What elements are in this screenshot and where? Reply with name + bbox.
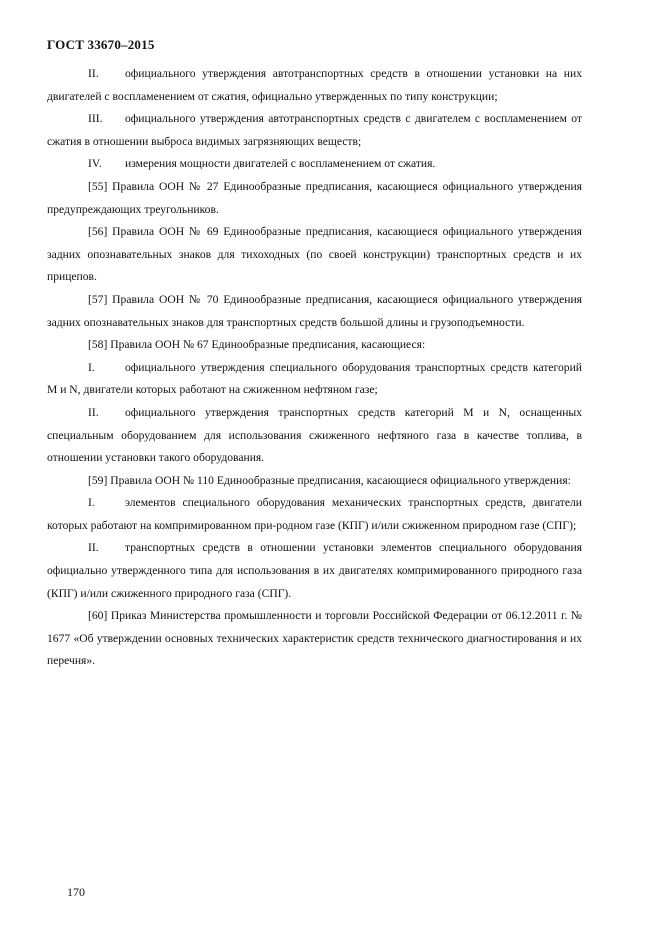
page-number: 170 <box>67 885 85 899</box>
item-text: официального утверждения транспортных средств категорий M и N, оснащенных специальным оборудованием для использования сжиженного нефтяного газа в качестве топлива, в отношении установки такого оборудования. <box>47 405 582 465</box>
item-text: элементов специального оборудования механических транспортных средств, двигатели которых работают на компримированном при-родном газе (КПГ) и/или сжиженном природном газе (СПГ); <box>47 496 582 532</box>
list-item <box>47 108 582 153</box>
list-item <box>47 402 582 470</box>
reference-paragraph: [58] Правила ООН № 67 Единообразные предписания, касающиеся: <box>88 338 426 352</box>
item-number: I. <box>88 360 95 374</box>
item-number: III. <box>88 112 103 126</box>
reference-paragraph: [60] Приказ Министерства промышленности и торговли Российской Федерации от 06.12.2011 г. № 1677 «Об утверждении основных технических характеристик средств технического диагностирования и их перечня». <box>47 609 582 668</box>
item-text: официального утверждения автотранспортных средств в отношении установки на них двигателей с воспламенением от сжатия, официально утвержденных по типу конструкции; <box>47 67 582 103</box>
item-text: официального утверждения автотранспортных средств с двигателем с воспламенением от сжатия в отношении выброса видимых загрязняющих веществ; <box>47 112 582 148</box>
item-number: II. <box>88 67 99 80</box>
item-number: II. <box>88 541 99 555</box>
item-text: официального утверждения специального оборудования транспортных средств категорий M и N, двигатели которых работают на сжиженном нефтяном газе; <box>47 360 582 397</box>
item-number: I. <box>88 496 95 510</box>
item-text: транспортных средств в отношении установки элементов специального оборудования официально утвержденного типа для использования в их двигателях компримированного природного газа (КПГ) и/или сжиженного природного газа (СПГ). <box>47 541 582 600</box>
reference-paragraph: [56] Правила ООН № 69 Единообразные предписания, касающиеся официального утверждения задних опознавательных знаков для тихоходных (по своей конструкции) транспортных средств и их прицепов. <box>47 225 582 284</box>
reference-paragraph: [55] Правила ООН № 27 Единообразные предписания, касающиеся официального утверждения предупреждающих треугольников. <box>47 179 582 216</box>
list-item <box>47 63 582 108</box>
item-number: IV. <box>88 157 102 171</box>
document-body <box>47 63 582 673</box>
list-item <box>47 537 582 605</box>
list-item <box>47 357 582 402</box>
list-item <box>47 153 582 176</box>
document-header: ГОСТ 33670–2015 <box>47 37 155 52</box>
list-item <box>47 492 582 537</box>
item-number: II. <box>88 405 99 419</box>
item-text: измерения мощности двигателей с воспламенением от сжатия. <box>125 157 436 171</box>
reference-paragraph: [57] Правила ООН № 70 Единообразные предписания, касающиеся официального утверждения задних опознавательных знаков для транспортных средств большой длины и грузоподъемности. <box>47 292 582 329</box>
reference-paragraph: [59] Правила ООН № 110 Единообразные предписания, касающиеся официального утверждения: <box>88 473 571 487</box>
